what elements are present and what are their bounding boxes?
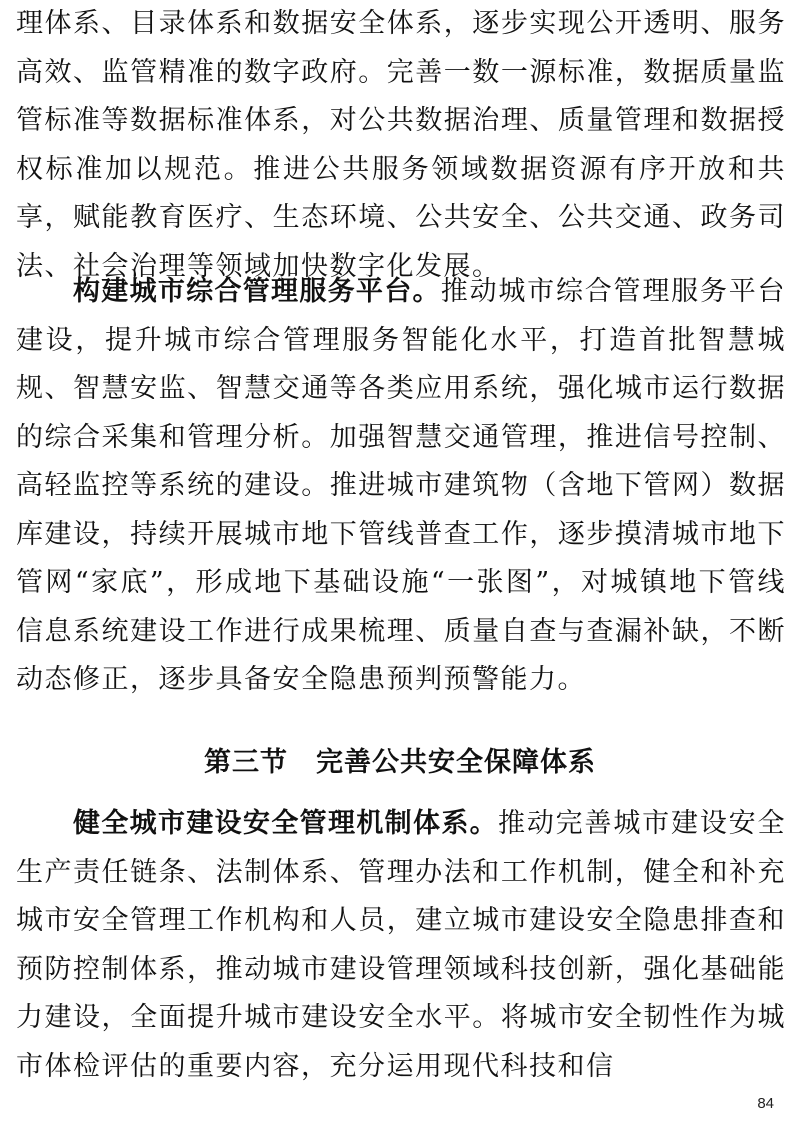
body-paragraph-platform xyxy=(16,268,786,705)
page-number: 84 xyxy=(757,1095,774,1112)
section-heading: 第三节 完善公共安全保障体系 xyxy=(204,747,596,778)
body-paragraph-continued xyxy=(16,0,786,291)
paragraph-lead-heading: 健全城市建设安全管理机制体系。 xyxy=(73,808,498,839)
paragraph-text: 理体系、目录体系和数据安全体系，逐步实现公开透明、服务高效、监管精准的数字政府。完善一数一源标准，数据质量监管标准等数据标准体系，对公共数据治理、质量管理和数据授权标准加以规范。推进公共服务领域数据资源有序开放和共享，赋能教育医疗、生态环境、公共安全、公共交通、政务司法、社会治理等领域加快数字化发展。 xyxy=(16,8,786,282)
paragraph-text: 推动完善城市建设安全生产责任链条、法制体系、管理办法和工作机制，健全和补充城市安全管理工作机构和人员，建立城市建设安全隐患排查和预防控制体系，推动城市建设管理领域科技创新，强化基础能力建设，全面提升城市建设安全水平。将城市安全韧性作为城市体检评估的重要内容，充分运用现代科技和信 xyxy=(16,808,786,1082)
paragraph-lead-heading: 构建城市综合管理服务平台。 xyxy=(73,276,441,307)
paragraph-text: 推动城市综合管理服务平台建设，提升城市综合管理服务智能化水平，打造首批智慧城规、智慧安监、智慧交通等各类应用系统，强化城市运行数据的综合采集和管理分析。加强智慧交通管理，推进信号控制、高轻监控等系统的建设。推进城市建筑物（含地下管网）数据库建设，持续开展城市地下管线普查工作，逐步摸清城市地下管网“家底”，形成地下基础设施“一张图”，对城镇地下管线信息系统建设工作进行成果梳理、质量自查与查漏补缺，不断动态修正，逐步具备安全隐患预判预警能力。 xyxy=(16,276,787,695)
body-paragraph-safety xyxy=(16,800,786,1091)
